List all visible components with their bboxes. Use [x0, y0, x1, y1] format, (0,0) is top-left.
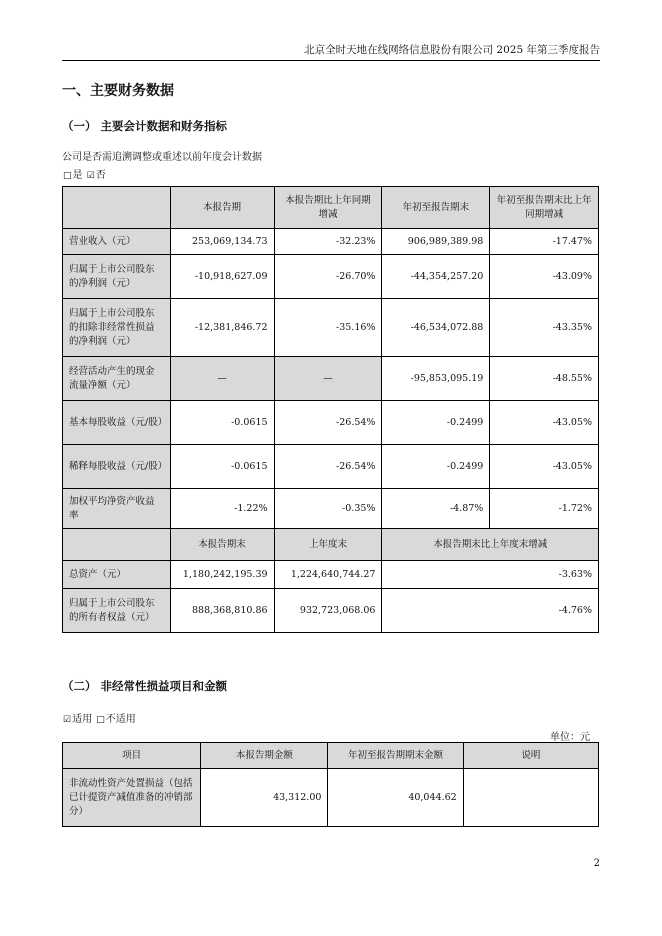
- header-cell: 年初至报告期期末金额: [328, 743, 463, 769]
- cell-value: -1.22%: [170, 489, 274, 529]
- header-cell: [63, 187, 171, 229]
- header-cell: 本报告期: [170, 187, 274, 229]
- row-label: 总资产（元）: [63, 561, 171, 589]
- cell-value: -43.09%: [490, 255, 599, 299]
- cell-value: —: [274, 357, 382, 401]
- checkbox-apply: ☑: [63, 715, 72, 725]
- option-no-label: 否: [95, 170, 106, 181]
- table-row: [63, 255, 599, 299]
- cell-value: -17.47%: [490, 229, 599, 255]
- checkbox-yes: □: [63, 171, 72, 181]
- row-label: 经营活动产生的现金流量净额（元）: [63, 357, 171, 401]
- restatement-question: 公司是否需追溯调整或重述以前年度会计数据: [62, 152, 262, 163]
- header-cell: [63, 529, 171, 561]
- cell-value: -26.54%: [274, 445, 382, 489]
- row-label: 基本每股收益（元/股）: [63, 401, 171, 445]
- table-row: [63, 489, 599, 529]
- cell-value: 932,723,068.06: [274, 589, 382, 633]
- cell-value: -44,354,257.20: [382, 255, 490, 299]
- table-header-row: [63, 187, 599, 229]
- cell-value: -10,918,627.09: [170, 255, 274, 299]
- cell-value: -26.54%: [274, 401, 382, 445]
- option-yes-label: 是: [72, 170, 83, 181]
- cell-value: -95,853,095.19: [382, 357, 490, 401]
- table-subheader-row: [63, 529, 599, 561]
- cell-value: -43.35%: [490, 299, 599, 357]
- option-not-apply-label: 不适用: [105, 714, 136, 725]
- key-financial-table: [62, 186, 599, 633]
- row-label: 归属于上市公司股东的所有者权益（元）: [63, 589, 171, 633]
- cell-value: [463, 769, 598, 827]
- cell-value: —: [170, 357, 274, 401]
- cell-value: -0.35%: [274, 489, 382, 529]
- cell-value: -48.55%: [490, 357, 599, 401]
- table-row: [63, 769, 599, 827]
- section-title-non-recurring: （二） 非经常性损益项目和金额: [62, 679, 228, 693]
- option-apply-label: 适用: [72, 714, 93, 725]
- cell-value: -32.23%: [274, 229, 382, 255]
- cell-value: -0.0615: [170, 445, 274, 489]
- page-header: [62, 40, 600, 61]
- table-row: [63, 589, 599, 633]
- table-row: [63, 229, 599, 255]
- cell-value: -43.05%: [490, 445, 599, 489]
- row-label: 营业收入（元）: [63, 229, 171, 255]
- cell-value: 1,180,242,195.39: [170, 561, 274, 589]
- header-cell: 本报告期末比上年度末增减: [382, 529, 599, 561]
- unit-label: 单位：元: [550, 732, 590, 743]
- section-title-main-financial-data: 一、主要财务数据: [62, 83, 174, 99]
- row-label: 加权平均净资产收益率: [63, 489, 171, 529]
- table-header-row: [63, 743, 599, 769]
- header-cell: 上年度末: [274, 529, 382, 561]
- header-cell: 年初至报告期末: [382, 187, 490, 229]
- row-label: 非流动性资产处置损益（包括已计提资产减值准备的冲销部分）: [63, 769, 201, 827]
- cell-value: -4.87%: [382, 489, 490, 529]
- cell-value: -46,534,072.88: [382, 299, 490, 357]
- checkbox-no: ☑: [86, 171, 95, 181]
- cell-value: -35.16%: [274, 299, 382, 357]
- cell-value: 1,224,640,744.27: [274, 561, 382, 589]
- cell-value: 888,368,810.86: [170, 589, 274, 633]
- header-cell: 本报告期末: [170, 529, 274, 561]
- table-row: [63, 445, 599, 489]
- header-cell: 本报告期金额: [201, 743, 328, 769]
- cell-value: -3.63%: [382, 561, 599, 589]
- cell-value: -1.72%: [490, 489, 599, 529]
- cell-value: -43.05%: [490, 401, 599, 445]
- row-label: 归属于上市公司股东的净利润（元）: [63, 255, 171, 299]
- cell-value: -0.2499: [382, 401, 490, 445]
- header-cell: 年初至报告期末比上年同期增减: [490, 187, 599, 229]
- cell-value: -4.76%: [382, 589, 599, 633]
- header-text: 北京全时天地在线网络信息股份有限公司 2025 年第三季度报告: [304, 44, 600, 56]
- table-row: [63, 357, 599, 401]
- applicability-options: [62, 710, 136, 725]
- cell-value: 40,044.62: [328, 769, 463, 827]
- row-label: 稀释每股收益（元/股）: [63, 445, 171, 489]
- header-cell: 本报告期比上年同期增减: [274, 187, 382, 229]
- cell-value: 253,069,134.73: [170, 229, 274, 255]
- header-cell: 说明: [463, 743, 598, 769]
- cell-value: 906,989,389.98: [382, 229, 490, 255]
- table-row: [63, 401, 599, 445]
- table-row: [63, 561, 599, 589]
- row-label: 归属于上市公司股东的扣除非经常性损益的净利润（元）: [63, 299, 171, 357]
- cell-value: -12,381,846.72: [170, 299, 274, 357]
- restatement-options: [62, 166, 106, 181]
- page-number: 2: [593, 858, 600, 869]
- non-recurring-table: [62, 742, 599, 827]
- table-row: [63, 299, 599, 357]
- cell-value: -0.0615: [170, 401, 274, 445]
- header-cell: 项目: [63, 743, 201, 769]
- checkbox-not-apply: □: [96, 715, 105, 725]
- section-title-accounting-data: （一） 主要会计数据和财务指标: [62, 119, 228, 133]
- cell-value: -26.70%: [274, 255, 382, 299]
- cell-value: 43,312.00: [201, 769, 328, 827]
- cell-value: -0.2499: [382, 445, 490, 489]
